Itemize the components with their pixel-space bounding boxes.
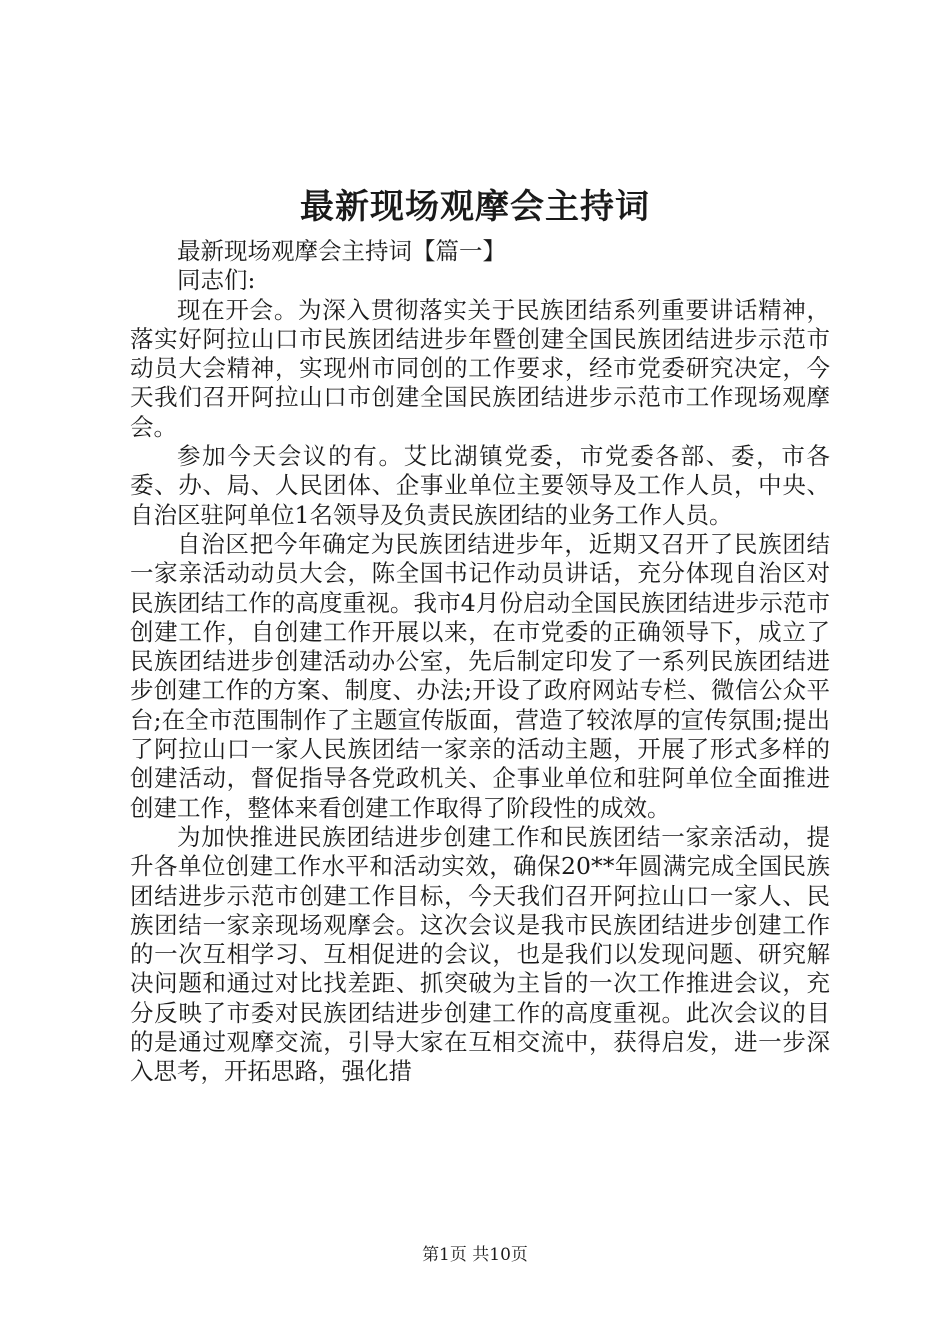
paragraph: 参加今天会议的有。艾比湖镇党委，市党委各部、委，市各委、办、局、人民团体、企事业单位主要领导及工作人员，中央、自治区驻阿单位1名领导及负责民族团结的业务工作人员。 xyxy=(130,442,830,529)
paragraph: 现在开会。为深入贯彻落实关于民族团结系列重要讲话精神，落实好阿拉山口市民族团结进步年暨创建全国民族团结进步示范市动员大会精神，实现州市同创的工作要求，经市党委研究决定，今天我们召开阿拉山口市创建全国民族团结进步示范市工作现场观摩会。 xyxy=(130,295,830,441)
salutation: 同志们: xyxy=(177,266,256,295)
paragraph: 为加快推进民族团结进步创建工作和民族团结一家亲活动，提升各单位创建工作水平和活动实效，确保20**年圆满完成全国民族团结进步示范市创建工作目标，今天我们召开阿拉山口一家人、民族团结一家亲现场观摩会。这次会议是我市民族团结进步创建工作的一次互相学习、互相促进的会议，也是我们以发现问题、研究解决问题和通过对比找差距、抓突破为主旨的一次工作推进会议，充分反映了市委对民族团结进步创建工作的高度重视。此次会议的目的是通过观摩交流，引导大家在互相交流中，获得启发，进一步深入思考，开拓思路，强化措 xyxy=(130,822,830,1086)
section-heading: 最新现场观摩会主持词【篇一】 xyxy=(177,237,506,265)
paragraph: 自治区把今年确定为民族团结进步年，近期又召开了民族团结一家亲活动动员大会，陈全国书记作动员讲话，充分体现自治区对民族团结工作的高度重视。我市4月份启动全国民族团结进步示范市创建工作，自创建工作开展以来，在市党委的正确领导下，成立了民族团结进步创建活动办公室，先后制定印发了一系列民族团结进步创建工作的方案、制度、办法;开设了政府网站专栏、微信公众平台;在全市范围制作了主题宣传版面，营造了较浓厚的宣传氛围;提出了阿拉山口一家人民族团结一家亲的活动主题，开展了形式多样的创建活动，督促指导各党政机关、企事业单位和驻阿单位全面推进创建工作，整体来看创建工作取得了阶段性的成效。 xyxy=(130,529,830,822)
page-number-footer: 第1页 共10页 xyxy=(422,1245,528,1265)
document-title: 最新现场观摩会主持词 xyxy=(300,187,650,227)
document-body xyxy=(130,237,830,1087)
